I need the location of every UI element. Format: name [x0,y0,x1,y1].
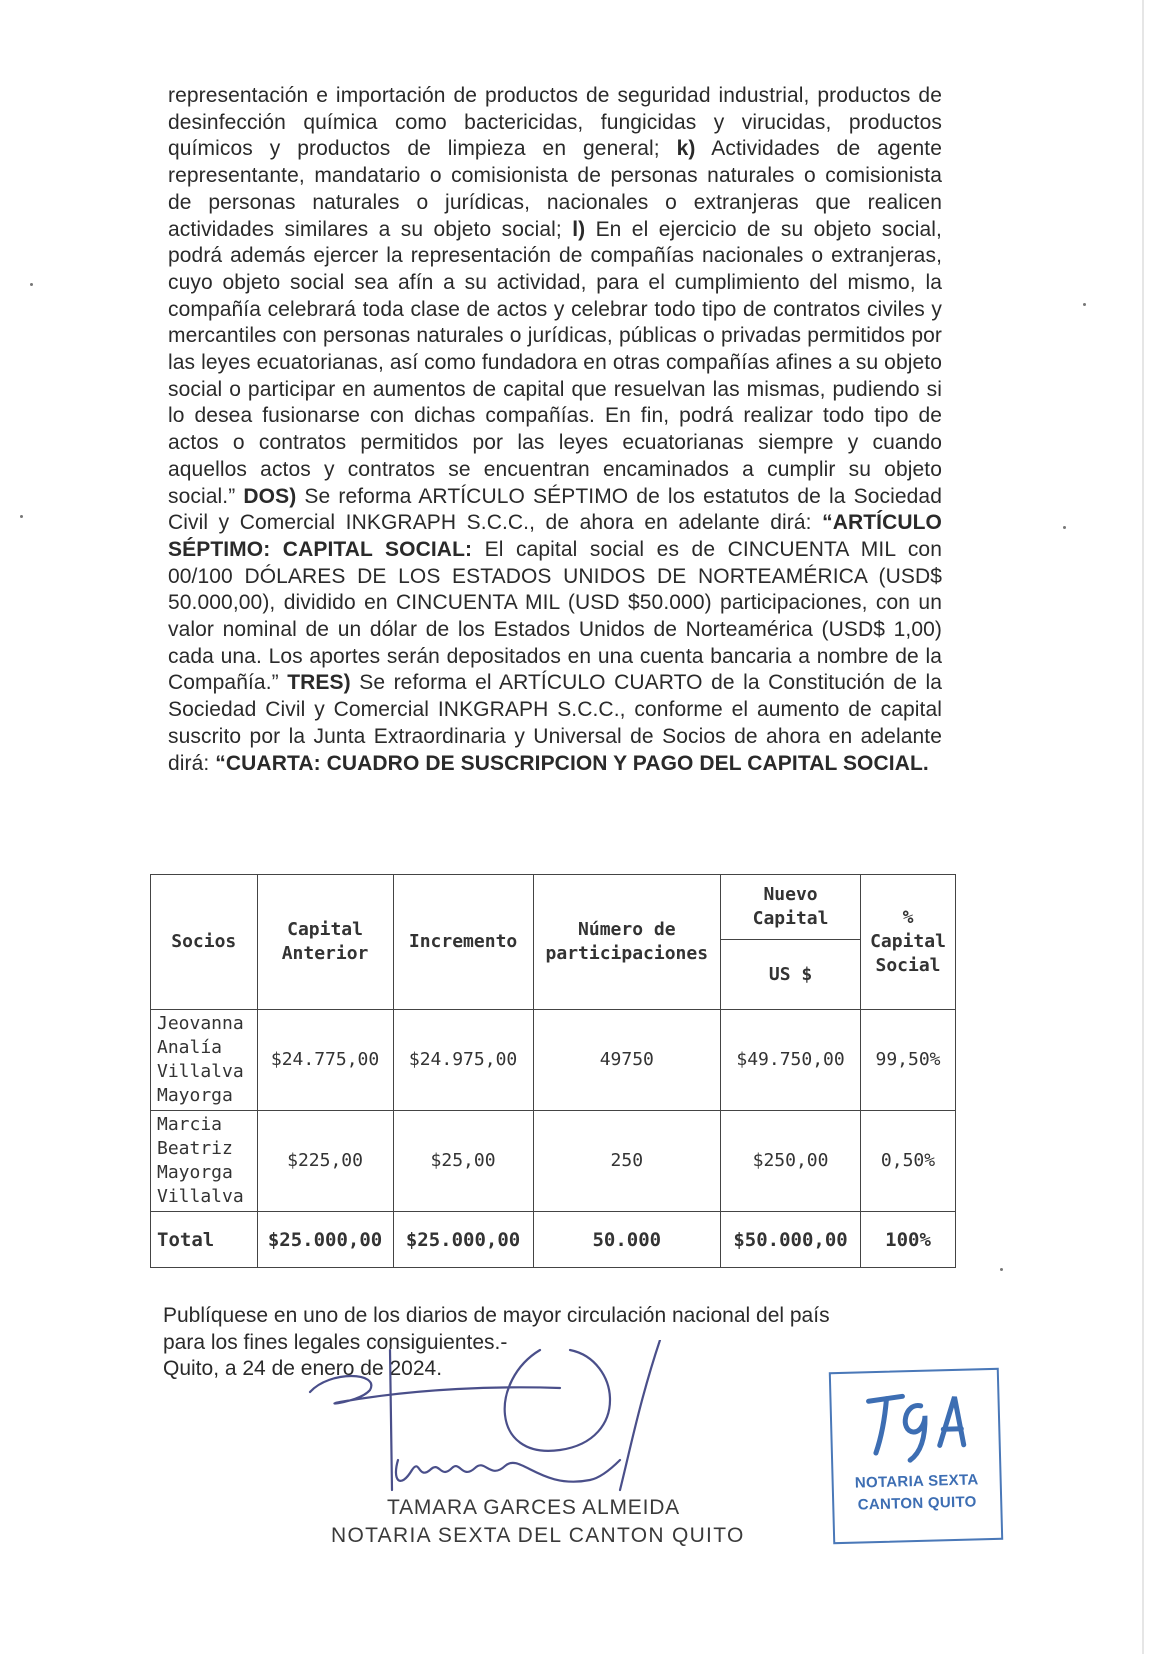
paragraph-text: El capital social es de CINCUENTA MIL con 00/100 DÓLARES DE LOS ESTADOS UNIDOS DE NORTEAMÉRICA (USD$ 50.000,00), dividido en CINCUENTA MIL (USD $50.000) participaciones, con un valor nominal de un dólar de los Estados Unidos de Norteamérica (USD$ 1,00) cada una. Los aportes serán depositados en una cuenta bancaria a nombre de la Compañía.” [168,537,942,695]
closing-line: Publíquese en uno de los diarios de mayor circulación nacional del país [163,1304,830,1327]
article-heading: “ARTÍCULO SÉPTIMO: CAPITAL SOCIAL: [168,511,942,561]
cell-total-incremento: $25.000,00 [393,1212,533,1268]
item-marker-l: l) [572,217,586,241]
clause-marker-dos: DOS) [243,484,297,508]
scan-speck [1000,1268,1003,1271]
cell-socio: Marcia Beatriz Mayorga Villalva [151,1111,258,1212]
paragraph-text: Actividades de agente representante, mandatario o comisionista de personas naturales o comisionista de personas naturales o jurídicas, nacionales o extranjeras que realicen actividades similares a su objeto social; [168,137,942,241]
date-line: Quito, a 24 de enero de 2024. [163,1357,443,1380]
stamp-text: NOTARIA SEXTA [854,1471,979,1492]
header-us-dollar: US $ [721,940,861,1010]
table-heading: “CUARTA: CUADRO DE SUSCRIPCION Y PAGO DEL CAPITAL SOCIAL. [215,751,929,775]
stamp-text: CANTON QUITO [857,1493,977,1514]
header-socios: Socios [151,875,258,1010]
paragraph-text: En el ejercicio de su objeto social, podrá además ejercer la representación de compañías nacionales o extranjeras, cuyo objeto social sea afín a su actividad, para el cumplimiento del mismo, la compañía celebrará toda clase de actos y celebrar todo tipo de contratos civiles y mercantiles con personas naturales o jurídicas, públicas o privadas permitidos por las leyes ecuatorianas, así como fundadora en otras compañías afines a su objeto social o participar en aumentos de capital que resuelvan las mismas, pudiendo si lo desea fusionarse con dichas compañías. En fin, podrá realizar todo tipo de actos o contratos permitidos por las leyes ecuatorianas siempre y cuando aquellos actos y contratos se encuentran encaminados a cumplir su objeto social.” [168,217,942,508]
cell-total-numero: 50.000 [533,1212,721,1268]
table-total-row [151,1212,956,1268]
cell-socio: Jeovanna Analía Villalva Mayorga [151,1010,258,1111]
header-capital-anterior: Capital Anterior [257,875,393,1010]
body-paragraph [168,83,942,777]
header-incremento: Incremento [393,875,533,1010]
table-row [151,1010,956,1111]
signer-name: TAMARA GARCES ALMEIDA [387,1496,680,1519]
cell-capital-anterior: $24.775,00 [257,1010,393,1111]
cell-incremento: $24.975,00 [393,1010,533,1111]
cell-total-anterior: $25.000,00 [257,1212,393,1268]
paragraph-text: Se reforma ARTÍCULO SÉPTIMO de los estatutos de la Sociedad Civil y Comercial INKGRAPH S.C.C., de ahora en adelante dirá: [168,484,942,535]
scan-speck [30,283,33,286]
page-edge-line [1142,0,1144,1654]
cell-numero: 250 [533,1111,721,1212]
cell-capital-anterior: $225,00 [257,1111,393,1212]
table-row [151,1111,956,1212]
notary-stamp [829,1368,1003,1544]
paragraph-text: representación e importación de productos de seguridad industrial, productos de desinfección química como bactericidas, fungicidas y virucidas, productos químicos y productos de limpieza en general; [168,84,942,161]
header-pct-capital-social: % Capital Social [861,875,956,1010]
capital-table [150,874,956,1268]
scan-speck [1083,303,1086,306]
cell-total-nuevo: $50.000,00 [721,1212,861,1268]
cell-pct: 0,50% [861,1111,956,1212]
header-numero-participaciones: Número de participaciones [533,875,721,1010]
clause-marker-tres: TRES) [287,671,351,695]
cell-nuevo-capital: $49.750,00 [721,1010,861,1111]
scan-speck [1063,526,1066,529]
closing-line: para los fines legales consiguientes.- [163,1330,508,1354]
paragraph-text: Se reforma el ARTÍCULO CUARTO de la Constitución de la Sociedad Civil y Comercial INKGRAPH S.C.C., conforme el aumento de capital suscrito por la Junta Extraordinaria y Universal de Socios de ahora en adelante dirá: [168,671,943,775]
cell-pct: 99,50% [861,1010,956,1111]
cell-incremento: $25,00 [393,1111,533,1212]
header-nuevo-capital: Nuevo Capital [721,875,861,940]
notary-logo-icon [854,1384,976,1467]
cell-numero: 49750 [533,1010,721,1111]
scan-speck [20,515,23,518]
cell-total-pct: 100% [861,1212,956,1268]
cell-nuevo-capital: $250,00 [721,1111,861,1212]
signer-title: NOTARIA SEXTA DEL CANTON QUITO [331,1524,745,1547]
item-marker-k: k) [676,137,696,161]
cell-total-label: Total [151,1212,258,1268]
